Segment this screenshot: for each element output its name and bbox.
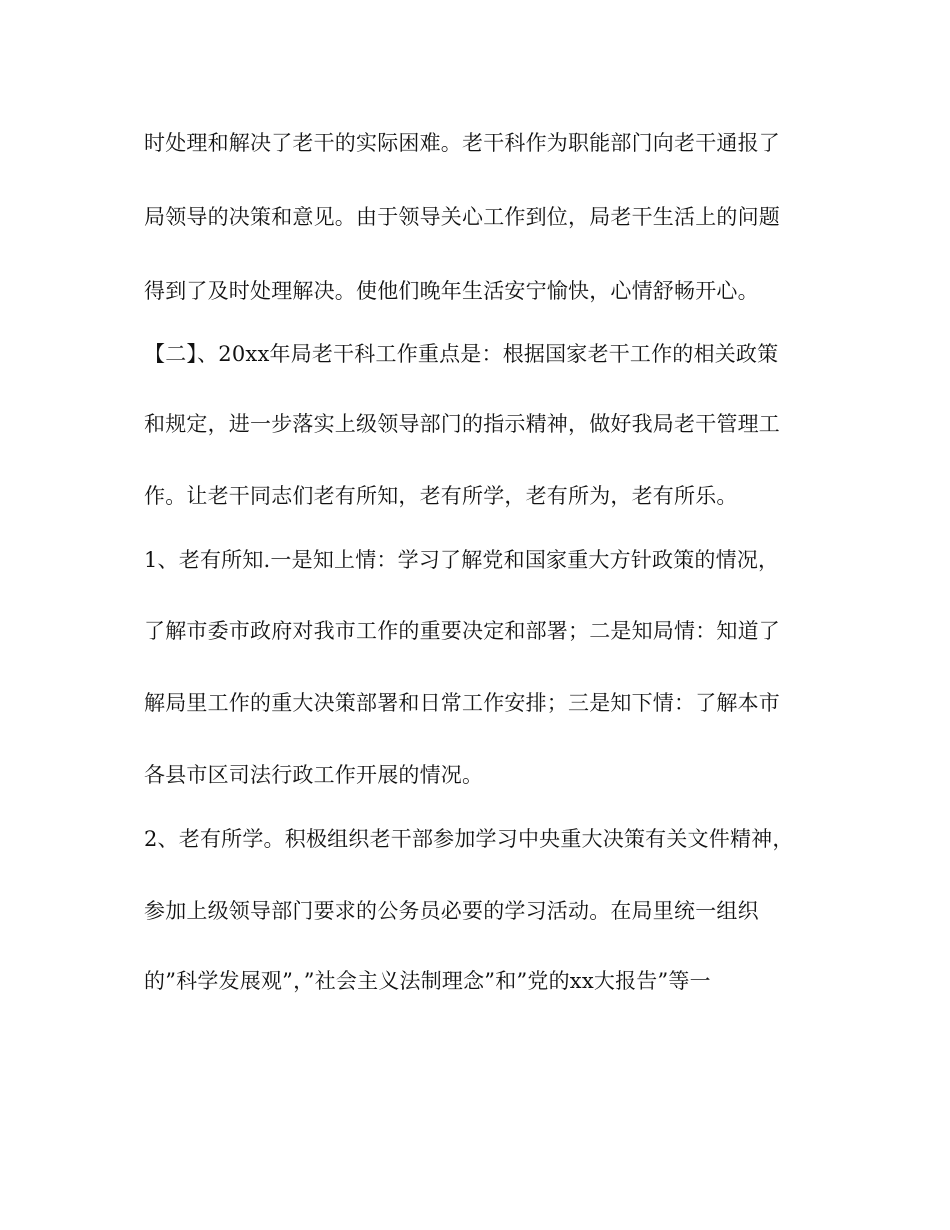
text-line: 局领导的决策和意见。由于领导关心工作到位，局老干生活上的问题: [144, 205, 780, 229]
text-line: 参加上级领导部门要求的公务员必要的学习活动。在局里统一组织: [144, 899, 759, 923]
text-line: 和规定，进一步落实上级领导部门的指示精神，做好我局老干管理工: [144, 412, 780, 436]
text-line: 了解市委市政府对我市工作的重要决定和部署；二是知局情：知道了: [144, 619, 780, 643]
list-item-line: 2、老有所学。积极组织老干部参加学习中央重大决策有关文件精神，: [144, 827, 794, 851]
list-item-line: 1、老有所知.一是知上情：学习了解党和国家重大方针政策的情况，: [144, 548, 780, 572]
text-line: 解局里工作的重大决策部署和日常工作安排；三是知下情：了解本市: [144, 691, 780, 715]
text-line: 得到了及时处理解决。使他们晚年生活安宁愉快，心情舒畅开心。: [144, 279, 759, 303]
text-line: 作。让老干同志们老有所知，老有所学，老有所为，老有所乐。: [144, 484, 738, 508]
text-line: 的”科学发展观”，”社会主义法制理念”和”党的xx大报告”等一: [144, 969, 711, 993]
text-line: 各县市区司法行政工作开展的情况。: [144, 763, 484, 787]
text-line: 时处理和解决了老干的实际困难。老干科作为职能部门向老干通报了: [144, 131, 780, 155]
section-heading-line: 【二】、20xx年局老干科工作重点是：根据国家老干工作的相关政策: [144, 342, 779, 366]
